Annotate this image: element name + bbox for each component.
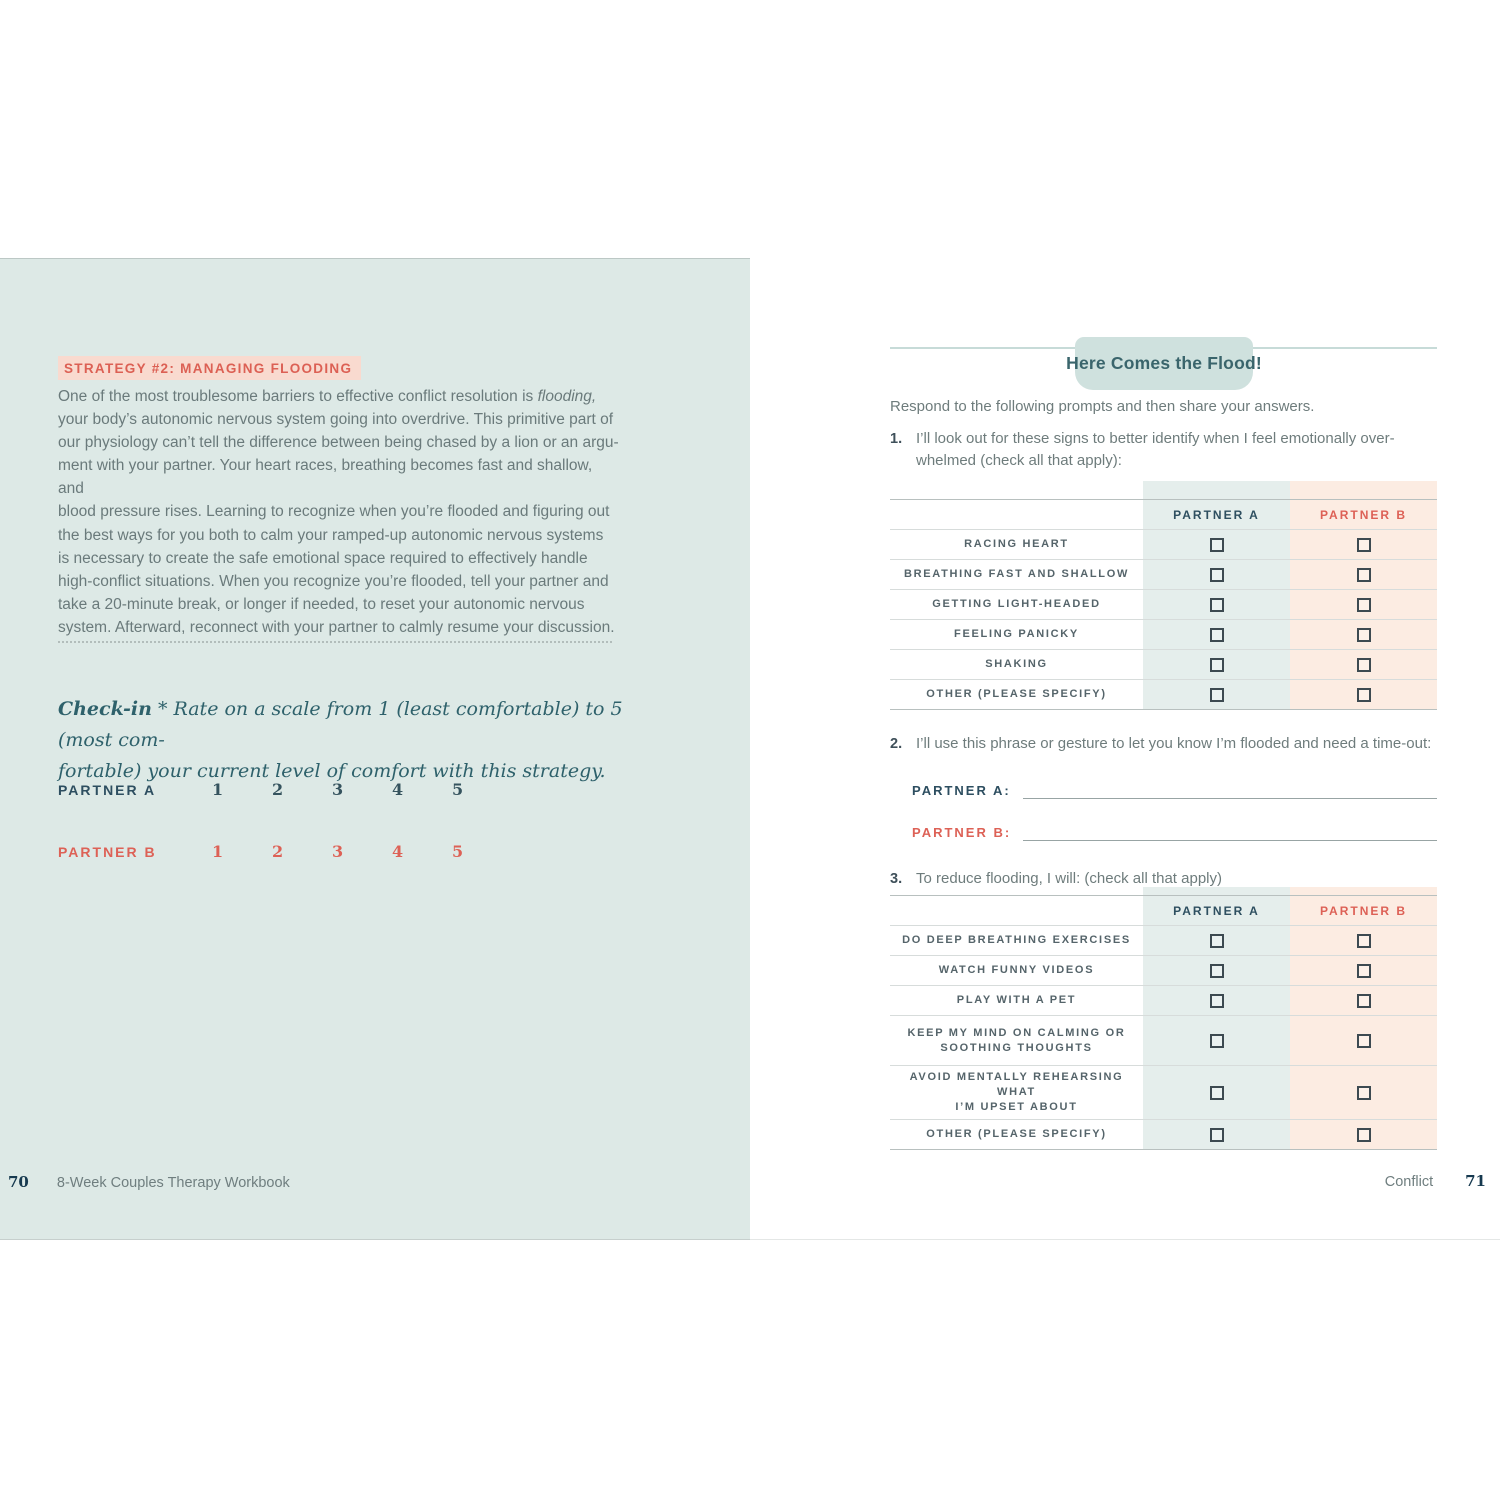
header-spacer [890, 500, 1143, 529]
partner-a-checkbox[interactable] [1210, 1086, 1224, 1100]
row-label: WATCH FUNNY VIDEOS [938, 964, 1095, 976]
left-page-number: 70 [8, 1173, 29, 1191]
row-label: FEELING PANICKY [954, 628, 1079, 640]
partner-b-fill-label: PARTNER B: [912, 825, 1012, 840]
partner-b-cell [1290, 1066, 1437, 1119]
partner-b-cell [1290, 620, 1437, 649]
partner-a-cell [1143, 620, 1290, 649]
partner-a-checkbox[interactable] [1210, 598, 1224, 612]
partner-a-cell [1143, 956, 1290, 985]
prompt-1-text [916, 428, 1395, 472]
prompt-1-number: 1. [890, 431, 903, 447]
dotted-divider [58, 641, 612, 643]
section-title-badge [1066, 337, 1262, 390]
prompt-1 [890, 428, 1437, 472]
partner-b-checkbox[interactable] [1357, 688, 1371, 702]
row-label: OTHER (PLEASE SPECIFY) [926, 688, 1107, 700]
left-page [0, 258, 750, 1240]
table-row [890, 1066, 1437, 1120]
table-row [890, 680, 1437, 710]
partner-b-rating-5[interactable]: 5 [452, 842, 464, 861]
text-line: fortable) your current level of comfort with this strategy. [58, 760, 606, 782]
partner-a-column-header: PARTNER A [1173, 903, 1260, 918]
partner-b-checkbox[interactable] [1357, 628, 1371, 642]
row-label: DO DEEP BREATHING EXERCISES [902, 934, 1131, 946]
row-label: GETTING LIGHT-HEADED [932, 598, 1101, 610]
partner-a-checkbox[interactable] [1210, 568, 1224, 582]
partner-b-rating-scale [212, 842, 512, 862]
header-spacer [890, 896, 1143, 925]
partner-a-fill-row [912, 782, 1437, 799]
chapter-title: Conflict [1384, 1174, 1434, 1190]
strategy-heading: STRATEGY #2: MANAGING FLOODING [58, 356, 361, 380]
partner-b-cell [1290, 650, 1437, 679]
table-row [890, 1120, 1437, 1150]
partner-a-rating-2[interactable]: 2 [272, 780, 284, 799]
prompt-2-number: 2. [890, 736, 903, 752]
row-label: OTHER (PLEASE SPECIFY) [926, 1128, 1107, 1140]
right-page-footer [1385, 1172, 1486, 1190]
partner-a-rating-1[interactable]: 1 [212, 780, 224, 799]
partner-a-rating-5[interactable]: 5 [452, 780, 464, 799]
partner-a-cell [1143, 986, 1290, 1015]
table-row [890, 590, 1437, 620]
partner-b-checkbox[interactable] [1357, 598, 1371, 612]
partner-a-checkbox[interactable] [1210, 538, 1224, 552]
table-row [890, 1016, 1437, 1066]
partner-a-checkbox[interactable] [1210, 1128, 1224, 1142]
partner-b-checkbox[interactable] [1357, 964, 1371, 978]
text-line: high-conflict situations. When you recognize you’re flooded, tell your partner and [58, 572, 609, 590]
partner-b-cell [1290, 560, 1437, 589]
partner-a-answer-line[interactable] [1023, 782, 1437, 799]
partner-b-cell [1290, 680, 1437, 709]
signs-checkbox-table [890, 481, 1437, 710]
left-page-footer [8, 1173, 290, 1191]
text-line: whelmed (check all that apply): [916, 452, 1122, 469]
partner-b-cell [1290, 956, 1437, 985]
reduce-flooding-checkbox-table [890, 887, 1437, 1150]
row-label: PLAY WITH A PET [956, 994, 1077, 1006]
prompt-2-text [916, 733, 1431, 755]
text-line: your body’s autonomic nervous system going into overdrive. This primitive part of [58, 411, 614, 429]
partner-a-checkbox[interactable] [1210, 628, 1224, 642]
partner-a-cell [1143, 560, 1290, 589]
table-header-row [890, 500, 1437, 530]
partner-a-checkbox[interactable] [1210, 934, 1224, 948]
right-page-number: 71 [1465, 1172, 1486, 1190]
partner-b-rating-3[interactable]: 3 [332, 842, 344, 861]
partner-b-label: PARTNER B [58, 844, 157, 860]
partner-b-checkbox[interactable] [1357, 1128, 1371, 1142]
partner-b-cell [1290, 926, 1437, 955]
partner-a-cell [1143, 650, 1290, 679]
partner-b-cell [1290, 986, 1437, 1015]
partner-b-checkbox[interactable] [1357, 538, 1371, 552]
row-label: BREATHING FAST AND SHALLOW [903, 568, 1130, 580]
right-page [750, 258, 1500, 1240]
partner-b-column-header: PARTNER B [1319, 903, 1408, 918]
intro-text: Respond to the following prompts and then share your answers. [890, 398, 1315, 415]
partner-a-checkbox[interactable] [1210, 1034, 1224, 1048]
table-row [890, 560, 1437, 590]
prompt-2 [890, 733, 1437, 755]
text-line: I’ll use this phrase or gesture to let you know I’m flooded and need a time-out: [916, 735, 1432, 752]
partner-a-fill-label: PARTNER A: [912, 783, 1011, 798]
partner-a-checkbox[interactable] [1210, 964, 1224, 978]
partner-b-checkbox[interactable] [1357, 934, 1371, 948]
text-line: I’ll look out for these signs to better identify when I feel emotionally over- [916, 430, 1395, 447]
partner-b-checkbox[interactable] [1357, 1034, 1371, 1048]
text-line: the best ways for you both to calm your ramped-up autonomic nervous systems [58, 526, 604, 544]
table-row [890, 986, 1437, 1016]
partner-a-checkbox[interactable] [1210, 658, 1224, 672]
partner-a-column-header: PARTNER A [1173, 507, 1260, 522]
text-line: To reduce flooding, I will: (check all that apply) [916, 870, 1222, 887]
partner-b-scale-row [58, 842, 512, 862]
partner-b-checkbox[interactable] [1357, 568, 1371, 582]
table-row [890, 956, 1437, 986]
table-row [890, 926, 1437, 956]
partner-a-cell [1143, 590, 1290, 619]
partner-b-answer-line[interactable] [1023, 824, 1437, 841]
book-title: 8-Week Couples Therapy Workbook [56, 1175, 290, 1191]
text-line: is necessary to create the safe emotional space required to effectively handle [58, 549, 588, 567]
partner-a-cell [1143, 926, 1290, 955]
partner-b-column-header: PARTNER B [1319, 507, 1408, 522]
partner-a-rating-4[interactable]: 4 [392, 780, 404, 799]
body-paragraph [58, 385, 620, 639]
text-line: ment with your partner. Your heart races, breathing becomes fast and shallow, and [58, 457, 593, 498]
row-label: SHAKING [985, 658, 1048, 670]
partner-a-checkbox[interactable] [1210, 688, 1224, 702]
row-label: RACING HEART [964, 538, 1069, 550]
text-line: our physiology can’t tell the difference between being chased by a lion or an argu- [58, 434, 619, 452]
text-line: One of the most troublesome barriers to effective conflict resolution is flooding, [58, 388, 597, 405]
partner-a-cell [1143, 1120, 1290, 1149]
table-row [890, 650, 1437, 680]
partner-b-checkbox[interactable] [1357, 1086, 1371, 1100]
row-label: KEEP MY MIND ON CALMING OR SOOTHING THOUGHTS [907, 1026, 1126, 1054]
partner-b-cell [1290, 1016, 1437, 1065]
text-line: system. Afterward, reconnect with your partner to calmly resume your discussion. [58, 618, 615, 636]
text-line: take a 20-minute break, or longer if needed, to reset your autonomic nervous [58, 595, 585, 613]
prompt-3-number: 3. [890, 871, 903, 887]
partner-b-rating-1[interactable]: 1 [212, 842, 224, 861]
partner-a-cell [1143, 680, 1290, 709]
table-header-row [890, 896, 1437, 926]
partner-a-label: PARTNER A [58, 782, 157, 798]
check-in-instruction [58, 694, 630, 787]
partner-b-checkbox[interactable] [1357, 994, 1371, 1008]
partner-a-rating-3[interactable]: 3 [332, 780, 344, 799]
table-row [890, 620, 1437, 650]
partner-b-rating-4[interactable]: 4 [392, 842, 404, 861]
partner-a-scale-row [58, 780, 512, 800]
text-line: Check-in * Rate on a scale from 1 (least comfortable) to 5 (most com- [58, 698, 623, 751]
partner-a-checkbox[interactable] [1210, 994, 1224, 1008]
partner-a-rating-scale [212, 780, 512, 800]
partner-b-rating-2[interactable]: 2 [272, 842, 284, 861]
text-line: blood pressure rises. Learning to recognize when you’re flooded and figuring out [58, 503, 610, 521]
partner-b-cell [1290, 590, 1437, 619]
partner-b-cell [1290, 1120, 1437, 1149]
partner-a-cell [1143, 1016, 1290, 1065]
partner-b-fill-row [912, 824, 1437, 841]
table-row [890, 530, 1437, 560]
section-title: Here Comes the Flood! [1066, 353, 1262, 373]
partner-b-cell [1290, 530, 1437, 559]
partner-a-cell [1143, 1066, 1290, 1119]
row-label: AVOID MENTALLY REHEARSING WHAT I’M UPSET ABOUT [909, 1071, 1124, 1113]
partner-b-checkbox[interactable] [1357, 658, 1371, 672]
partner-a-cell [1143, 530, 1290, 559]
